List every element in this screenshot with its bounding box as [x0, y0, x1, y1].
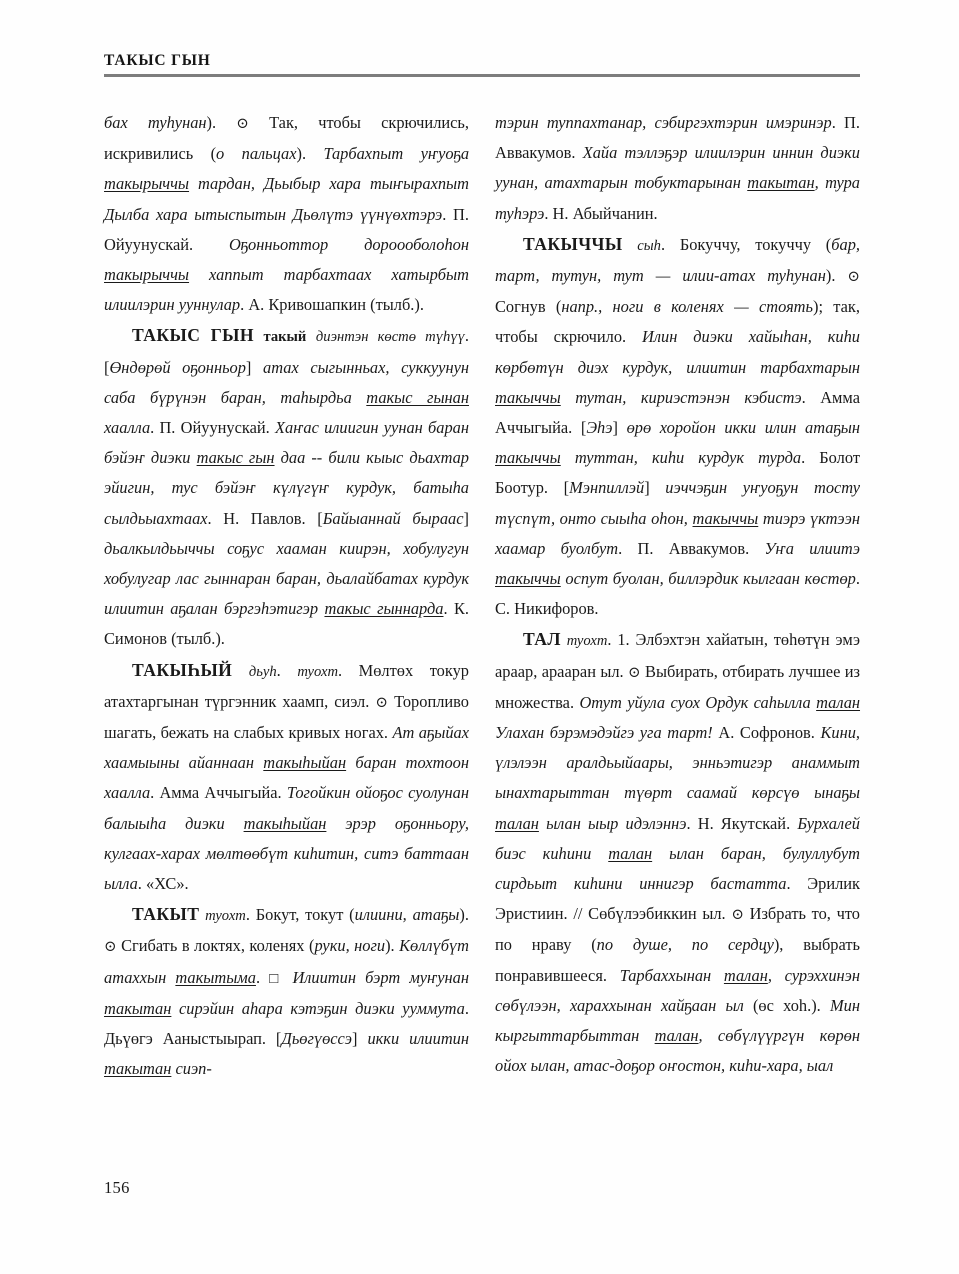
dictionary-entry: ТАКЫС ГЫН такый диэнтэн көстө түһүү. [Өндөрөй оҕонньор] атах сыгынньах, суккуунун саба бүрүнэн баран, таһырдьа такыс гынан хаалла. П. Ойуунускай. Хаҥас илиигин уунан баран бэйэҥ диэки такыс гын даа -- били кыыс дьахтар эйигин, тус бэйэҥ күлүгүҥ курдук, батыһа сылдьыахтаах. Н. Павлов. [Байыаннай быраас] дьалкылдьыччы соҕус хааман киирэн, хобулугун хобулугар лас гыннаран баран, дьалайбатах курдук илиитин аҕалан бэргэһэтигэр такыс гыннарда. К. Симонов (тылб.).: [104, 325, 470, 649]
dictionary-entry: ТАКЫҺЫЙ дьуһ. туохт. Мөлтөх токур атахтаргынан түргэнник хаамп, сиэл. ⊙ Торопливо шагать, бежать на слабых кривых ногах. Ат аҕыйах хаамыыны айаннаан такыһыйан баран тохтоон хаалла. Амма Аччыгыйа. Тогойкин ойоҕос суолунан балыыһа диэки такыһыйан эрэр оҕонньору, кулгаах-харах мөлтөөбүт киһитин, ситэ баттаан ылла. «ХС».: [104, 659, 469, 894]
entry-continuation: бах туһунан). ⊙ Так, чтобы скрючились, искривились (о пальцах). Тарбахпыт уҥуоҕа такырыччы тардан, Дьыбыр хара тыҥырахпыт Дылба хара ытыспытын Дьөлүтэ үүнүөхтэрэ. П. Ойуунускай. Оҕонньоттор дороооболоһон такырыччы хаппыт тарбахтаах хатырбыт илиилэрин ууннулар. А. Кривошапкин (тылб.).: [104, 113, 470, 315]
left-column: [104, 108, 469, 1158]
running-head-rule: [104, 74, 860, 77]
dictionary-entry: ТАКЫЧЧЫ сыһ. Бокуччу, токуччу (бар, тарт, тутун, тут — илии-атах туһунан). ⊙ Согнув (напр., ноги в коленях — стоять); так, чтобы скрючило. Илин диэки хайыһан, киһи көрбөтүн диэх курдук, илиитин тарбахтарын такыччы тутан, кириэстэнэн кэбистэ. Амма Аччыгыйа. [Эһэ] өрө хоройон икки илин атаҕын такыччы туттан, киһи курдук турда. Болот Боотур. [Мэнпиллэй] иэччэҕин уҥуоҕун тосту түспүт, онто сыыһа оһон, такыччы тиэрэ үктээн хаамар буолбут. П. Аввакумов. Уҥа илиитэ такыччы оспут буолан, биллэрдик кылгаан көстөр. С. Никифоров.: [495, 233, 860, 619]
entry-continuation: тэрин туппахтанар, сэбиргэхтэрин имэринэр. П. Аввакумов. Хайа тэллэҕэр илиилэрин иннин диэки уунан, атахтарын тобуктарынан такытан, тура туһэрэ. Н. Абыйчанин.: [495, 113, 860, 223]
running-head: [104, 52, 860, 77]
page-number: 156: [104, 1178, 130, 1197]
running-head-title: ТАКЫС ГЫН: [104, 52, 211, 69]
page-columns: [104, 108, 860, 1158]
right-column: [495, 108, 860, 1158]
dictionary-entry: ТАКЫТ туохт. Бокут, токут (илиини, атаҕы). ⊙ Сгибать в локтях, коленях (руки, ноги). Көллүбүт атаххын такытыма. □ Илиитин бэрт муҥунан такытан сирэйин аһара кэтэҕин диэки ууммута. Дьүөгэ Ааныстыырап. [Дьөгүөссэ] икки илиитин такытан сиэп-: [104, 904, 469, 1079]
dictionary-entry: ТАЛ туохт. 1. Элбэхтэн хайатын, төһөтүн эмэ араар, арааран ыл. ⊙ Выбирать, отбирать лучшее из множества. Отут уйула суох Ордук саһылла талан Улахан бэрэмэдэйгэ уга тарт! А. Софронов. Кини, үлэлээн аралдьыйаары, энньэтигэр анаммыт ынахтарыттан түөрт саамай көрсүө ынаҕы талан ылан ыыр идэлэннэ. Н. Якутскай. Бурхалей биэс киһини талан ылан баран, булуллубут сирдьыт киһини иннигэр бастатта. Эрилик Эристиин. // Сөбүлээбиккин ыл. ⊙ Избрать то, что по нраву (по душе, по сердцу), выбрать понравившееся. Тарбаххынан талан, сурэххинэн сөбүлээн, хараххынан хайҕаан ыл (өс хоһ.). Мин кыргыттарбыттан талан, сөбүлүүргүн көрөн ойох ылан, атас-доҕор оҥостон, киһи-хара, ыал: [495, 629, 861, 1076]
